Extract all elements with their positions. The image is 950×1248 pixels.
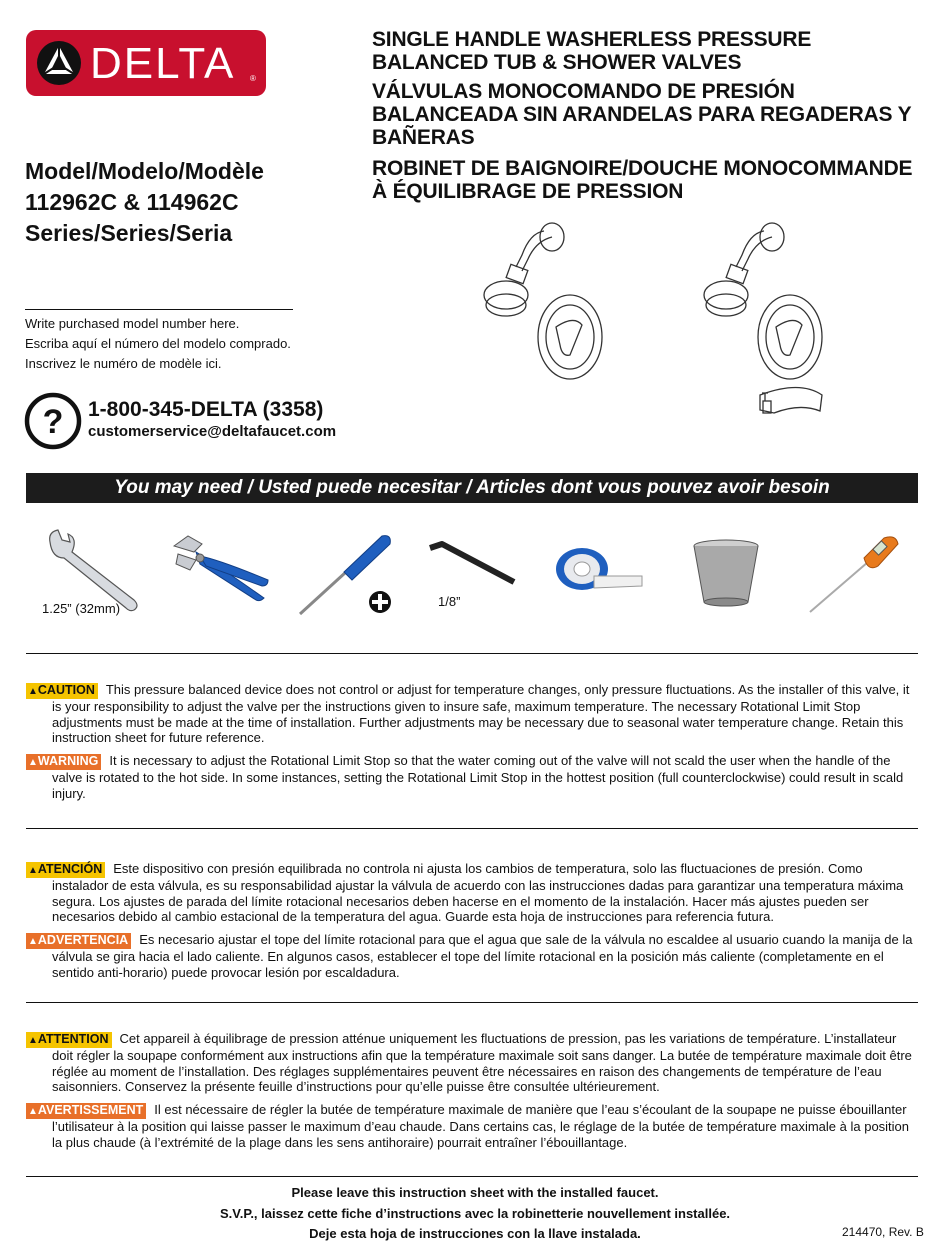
warning-text-french: Il est nécessaire de régler la butée de température maximale de manière que l’eau s’écoulant de la soupape ne puisse ébouillanter l’utilisateur à la position qui laisse passer le maximum d’eau chaude. Dans certains cas, le réglage de la butée de température maximale à la position la plus chaude (à l’extrémité de la plage dans les sens antihoraire) pourrait entraîner l’ébouillantage. (52, 1102, 910, 1150)
caution-badge-french: ▲ATTENTION (26, 1032, 112, 1048)
section-divider (26, 828, 918, 829)
hex-key-icon (428, 540, 518, 590)
email-address[interactable]: customerservice@deltafaucet.com (88, 423, 337, 440)
phone-number[interactable]: 1-800-345-DELTA (3358) (88, 398, 324, 421)
caution-paragraph-french (26, 1031, 918, 1095)
warning-paragraph-english (26, 753, 918, 801)
model-series: Series/Series/Seria (25, 220, 233, 246)
model-note-english: Write purchased model number here. (25, 316, 240, 331)
footer-notice (0, 1183, 950, 1245)
title-french: ROBINET DE BAIGNOIRE/DOUCHE MONOCOMMANDE À ÉQUILIBRAGE DE PRESSION (372, 157, 913, 203)
warning-badge-spanish: ▲ADVERTENCIA (26, 933, 131, 949)
section-divider (26, 653, 918, 654)
tools-banner: You may need / Usted puede necesitar / Articles dont vous pouvez avoir besoin (26, 473, 918, 503)
title-spanish: VÁLVULAS MONOCOMANDO DE PRESIÓN BALANCEADA SIN ARANDELAS PARA REGADERAS Y BAÑERAS (372, 80, 912, 149)
warning-paragraph-french (26, 1102, 918, 1150)
caution-paragraph-spanish (26, 861, 918, 925)
model-label: Model/Modelo/Modèle (25, 158, 264, 184)
section-divider (26, 1002, 918, 1003)
adjustable-wrench-icon (42, 530, 142, 612)
section-divider (26, 1176, 918, 1177)
cup-icon (690, 538, 762, 610)
delta-logo (26, 30, 266, 96)
question-circle-icon (24, 392, 82, 450)
caution-badge-english: ▲CAUTION (26, 683, 98, 699)
phillips-screwdriver-icon (296, 530, 396, 618)
footer-french: S.V.P., laissez cette fiche d’instructions avec la robinetterie nouvellement installée. (219, 1205, 731, 1221)
registered-mark: ® (250, 74, 256, 83)
svg-text:?: ? (42, 403, 64, 441)
pliers-icon (170, 530, 270, 602)
plumbers-tape-icon (554, 546, 646, 592)
footer-english: Please leave this instruction sheet with the installed faucet. (291, 1185, 659, 1200)
title-english: SINGLE HANDLE WASHERLESS PRESSURE BALANCED TUB & SHOWER VALVES (372, 28, 812, 74)
caution-text-spanish: Este dispositivo con presión equilibrada no controla ni ajusta los cambios de temperatura, solo las fluctuaciones de presión. Como instalador de esta válvula, es su responsabilidad ajustar la válvula de acuerdo con las instrucciones dadas para garantizar una temperatura máxima segura. Los ajustes de parada del límite rotacional necesarios deben hacerse en el momento de la instalación. Hacer más ajustes pueden ser necesarios debido al cambio estacional de la temperatura del agua. Guarde esta hoja de instrucciones para referencia futura. (52, 861, 904, 925)
warning-paragraph-spanish (26, 932, 918, 980)
caution-text-english: This pressure balanced device does not control or adjust for temperature changes, only pressure fluctuations. As the installer of this valve, it is your responsibility to adjust the valve per the instructions given to insure safe, maximum temperature. The necessary Rotational Limit Stop adjustments must be made at the time of installation. Further adjustments may be necessary due to seasonal water temperature change. Retain this instruction sheet for future reference. (52, 682, 910, 746)
model-note-french: Inscrivez le numéro de modèle ici. (25, 356, 222, 371)
warning-badge-english: ▲WARNING (26, 754, 101, 770)
caution-paragraph-english (26, 682, 918, 746)
shower-trim-illustration (470, 215, 610, 385)
footer-spanish: Deje esta hoja de instrucciones con la llave instalada. (309, 1226, 641, 1241)
document-number: 214470, Rev. B (842, 1225, 924, 1239)
delta-triangle-icon (36, 40, 82, 86)
model-heading (25, 156, 264, 249)
warning-badge-french: ▲AVERTISSEMENT (26, 1103, 146, 1119)
warning-triangle-icon: ▲ (28, 865, 38, 876)
brand-name: DELTA (90, 39, 236, 88)
model-notes (25, 314, 291, 374)
warning-text-english: It is necessary to adjust the Rotational Limit Stop so that the water coming out of the valve will not scald the user when the handle of the valve is rotated to the hot side. In some instances, setting the Rotational Limit Stop in the hottest position (full counterclockwise) could result in scald injury. (52, 753, 904, 801)
hex-key-size-label: 1/8” (438, 594, 461, 609)
warning-triangle-icon: ▲ (28, 686, 38, 697)
warning-triangle-icon: ▲ (28, 1035, 38, 1046)
caution-badge-spanish: ▲ATENCIÓN (26, 862, 105, 878)
warning-text-spanish: Es necesario ajustar el tope del límite rotacional para que el agua que sale de la válvula no escaldee al usuario cuando la manija de la válvula se gira hacia el lado caliente. En algunos casos, establecer el tope del límite rotacional en la posición más caliente (completamente en el sentido anti-horario) puede provocar lesión por escaldadura. (52, 932, 913, 980)
wrench-size-label: 1.25” (32mm) (42, 601, 121, 616)
warning-triangle-icon: ▲ (28, 757, 38, 768)
caution-text-french: Cet appareil à équilibrage de pression atténue uniquement les fluctuations de pression, pas les variations de température. L’installateur doit régler la soupape conformément aux instructions afin que la température maximale soit sans danger. La butée de température maximale doit être réglée au moment de l’installation. Des réglages supplémentaires peuvent être nécessaires en raison des changements de température de l’eau saisonniers. Conservez la présente feuille d’instructions pour qu’elle puisse être consultée ultérieurement. (52, 1031, 912, 1095)
tub-shower-trim-illustration (690, 215, 870, 440)
thermometer-icon (806, 532, 906, 616)
model-number-write-line[interactable] (25, 309, 293, 310)
model-note-spanish: Escriba aquí el número del modelo comprado. (25, 336, 291, 351)
warning-triangle-icon: ▲ (28, 1106, 38, 1117)
warning-triangle-icon: ▲ (28, 936, 38, 947)
model-numbers: 112962C & 114962C (25, 189, 239, 215)
